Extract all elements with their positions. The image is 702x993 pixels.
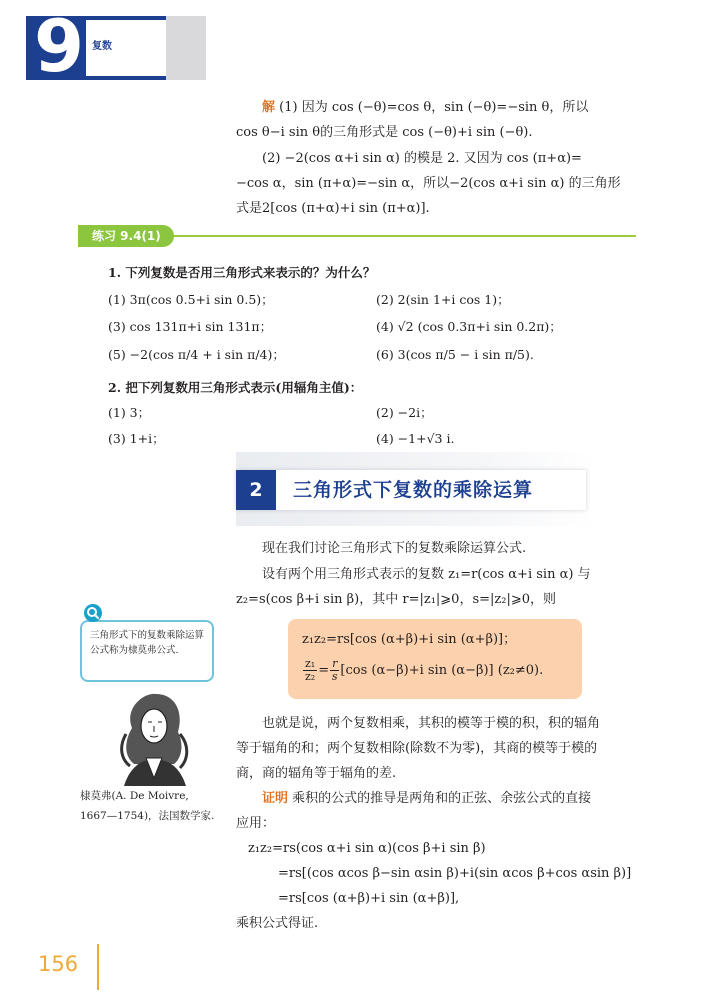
formula-product: z₁z₂=rs[cos (α+β)+i sin (α+β)]；	[302, 632, 517, 647]
exercise-q2: 2. 把下列复数用三角形式表示(用辐角主值)：	[108, 380, 363, 395]
exercise-q2-item-3: (3) 1+i；	[108, 431, 165, 446]
section-number: 2	[249, 479, 263, 501]
exercise-label: 练习 9.4(1)	[92, 229, 161, 243]
rhs-numerator: r	[332, 657, 338, 670]
side-note-text: 三角形式下的复数乘除运算公式称为棣莫弗公式.	[90, 630, 205, 656]
explain-line-1: 也就是说，两个复数相乘，其积的模等于模的积，积的辐角	[262, 716, 601, 731]
solution-line-4: −cos α，sin (π+α)=−sin α，所以−2(cos α+i sin α) 的三角形	[236, 176, 621, 191]
formula-quotient-lhs	[303, 658, 317, 683]
exercise-q1-item-3: (3) cos 131π+i sin 131π；	[108, 319, 273, 334]
solution-line-5: 式是2[cos (π+α)+i sin (π+α)].	[236, 201, 430, 216]
exercise-q2-item-4: (4) −1+√3 i.	[376, 431, 455, 446]
body-setup-2: z₂=s(cos β+i sin β)，其中 r=|z₁|⩾0，s=|z₂|⩾0，则	[236, 592, 556, 607]
formula-quotient-rhs	[330, 658, 339, 683]
exercise-q2-item-2: (2) −2i；	[376, 405, 433, 420]
body-intro: 现在我们讨论三角形式下的复数乘除运算公式.	[262, 541, 527, 556]
solution-line-1	[262, 95, 588, 120]
proof-line-1	[262, 786, 591, 811]
proof-text-1: 乘积的公式的推导是两角和的正弦、余弦公式的直接	[292, 791, 592, 806]
chapter-number: 9	[34, 4, 85, 88]
chapter-title: 复数	[92, 41, 112, 52]
proof-line-6: 乘积公式得证.	[236, 916, 319, 931]
solution-label: 解	[262, 100, 276, 115]
formula-quotient: $\frac{\text{z₁}}{\text{z₂}}$ = $\frac{r}{s}$ [cos (α−β)+i sin (α−β)] (z₂≠0).	[305, 657, 544, 683]
explain-line-2: 等于辐角的和；两个复数相除(除数不为零)，其商的模等于模的	[236, 741, 598, 756]
formula-quotient-text: [cos (α−β)+i sin (α−β)] (z₂≠0).	[340, 663, 544, 678]
proof-line-3: z₁z₂=rs(cos α+i sin α)(cos β+i sin β)	[248, 841, 486, 856]
page-number-rule	[97, 944, 99, 990]
solution-line-2: cos θ−i sin θ的三角形式是 cos (−θ)+i sin (−θ).	[236, 125, 533, 140]
portrait-image	[104, 688, 202, 786]
proof-line-4: =rs[(cos αcos β−sin αsin β)+i(sin αcos β+cos αsin β)]	[278, 866, 632, 881]
exercise-q1-item-2: (2) 2(sin 1+i cos 1)；	[376, 292, 510, 307]
exercise-q1-item-5: (5) −2(cos π/4 + i sin π/4)；	[108, 347, 285, 362]
solution-line-3: (2) −2(cos α+i sin α) 的模是 2. 又因为 cos (π+α)=	[262, 151, 582, 166]
proof-label: 证明	[262, 791, 289, 806]
proof-line-5: =rs[cos (α+β)+i sin (α+β)],	[278, 891, 460, 906]
portrait-caption-1: 棣莫弗(A. De Moivre,	[80, 790, 189, 802]
exercise-rule	[148, 235, 636, 237]
exercise-q2-item-1: (1) 3；	[108, 405, 151, 420]
lhs-numerator: z₁	[305, 657, 316, 670]
search-icon	[84, 604, 102, 622]
exercise-q1-item-4: (4) √2 (cos 0.3π+i sin 0.2π)；	[376, 319, 562, 334]
portrait-caption-2: 1667—1754)，法国数学家.	[80, 810, 215, 822]
proof-line-2: 应用：	[236, 816, 276, 831]
exercise-q1-item-1: (1) 3π(cos 0.5+i sin 0.5)；	[108, 292, 274, 307]
page-number: 156	[38, 952, 79, 976]
exercise-q1-item-6: (6) 3(cos π/5 − i sin π/5).	[376, 347, 534, 362]
explain-line-3: 商，商的辐角等于辐角的差.	[236, 766, 397, 781]
portrait-caption	[80, 786, 214, 826]
lhs-denominator: z₂	[305, 670, 316, 683]
exercise-q1: 1. 下列复数是否用三角形式来表示的？为什么？	[108, 265, 376, 280]
rhs-denominator: s	[331, 670, 338, 683]
body-setup-1: 设有两个用三角形式表示的复数 z₁=r(cos α+i sin α) 与	[262, 567, 591, 582]
section-title: 三角形式下复数的乘除运算	[293, 479, 534, 501]
solution-text-1: (1) 因为 cos (−θ)=cos θ，sin (−θ)=−sin θ，所以	[279, 100, 589, 115]
